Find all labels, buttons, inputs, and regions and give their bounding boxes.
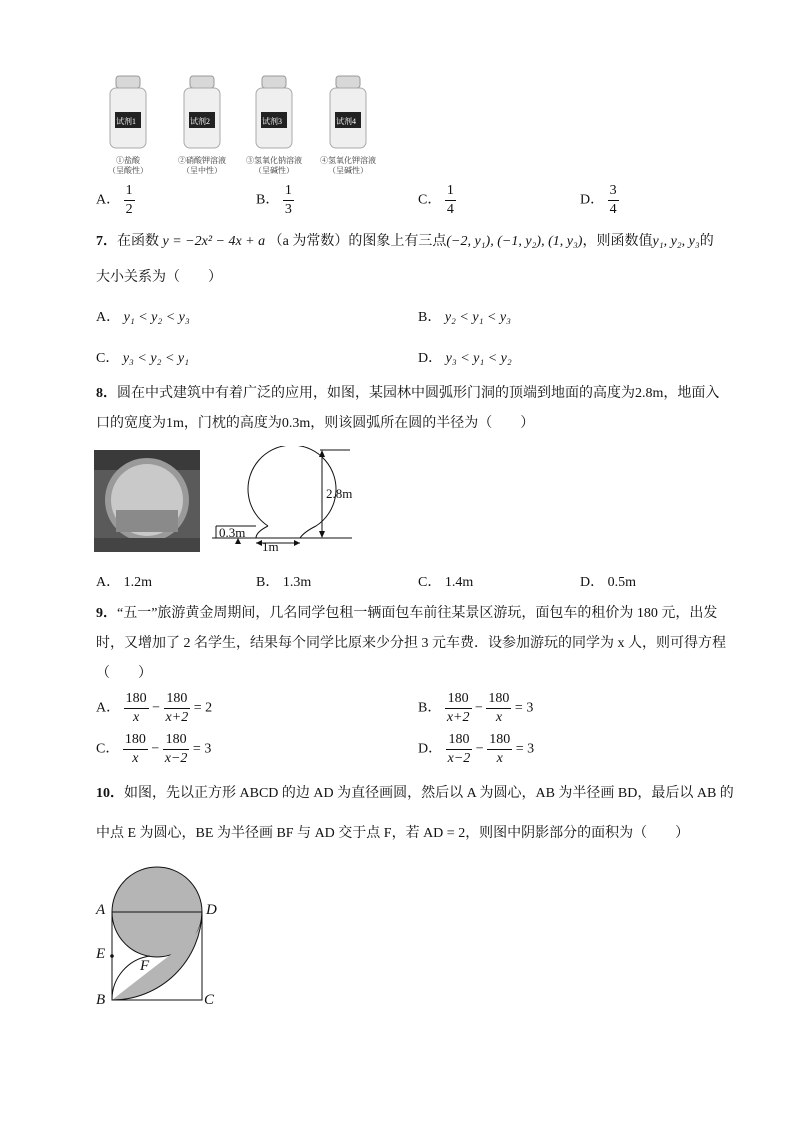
label-c: C — [204, 992, 215, 1008]
q6-option-a[interactable] — [96, 182, 135, 219]
points-expr: (−2, y₁), (−1, y₂), (1, y₃) — [446, 234, 583, 249]
label-e: E — [96, 946, 106, 962]
q8-sill-label: 0.3m — [219, 525, 246, 540]
q6-option-b[interactable] — [256, 182, 294, 219]
q8-stem: 8．圆在中式建筑中有着广泛的应用，如图，某园林中圆弧形门洞的顶端到地面的高度为2.8m，地面入 — [96, 386, 720, 401]
q7-option-d[interactable]: D． y₃ < y₁ < y₂ — [418, 351, 512, 366]
bottle-4-name: ④氢氧化钾溶液 — [320, 156, 376, 165]
bottle-4-tag: 试剂4 — [336, 117, 356, 126]
label-d: D — [206, 902, 217, 918]
question-number: 10． — [96, 786, 124, 801]
q7-option-c[interactable]: C． y₃ < y₂ < y₁ — [96, 351, 189, 366]
bottle-4-note: （呈碱性） — [328, 166, 368, 175]
q7-option-a[interactable]: A． y₁ < y₂ < y₃ — [96, 310, 190, 325]
bottle-1-tag: 试剂1 — [116, 117, 136, 126]
question-number: 8． — [96, 386, 117, 401]
fraction: $\frac{1}{4}$ — [446, 183, 454, 217]
q9-stem-line3: （ ） — [96, 666, 152, 681]
option-letter: B． — [256, 192, 280, 208]
fraction: $\frac{1}{2}$ — [125, 183, 133, 217]
option-letter: D． — [580, 192, 605, 208]
q9-option-c[interactable]: C． $\frac{180}{x}$ − $\frac{180}{x-2}$ = 3 — [96, 732, 212, 766]
label-f: F — [140, 958, 150, 974]
bottle-1-name: ①盐酸 — [116, 156, 140, 165]
q8-height-label: 2.8m — [326, 486, 353, 501]
bottle-2-name: ②硝酸钾溶液 — [178, 156, 226, 165]
fraction: $\frac{1}{3}$ — [284, 183, 292, 217]
bottle-3-note: （呈碱性） — [254, 166, 294, 175]
bottle-3-name: ③氢氧化钠溶液 — [246, 156, 302, 165]
q9-stem: 9．“五一”旅游黄金周期间，几名同学包租一辆面包车前往某景区游玩，面包车的租价为 180 元，出发 — [96, 606, 718, 621]
bottle-1-note: （呈酸性） — [108, 166, 148, 175]
q9-option-a[interactable]: A． $\frac{180}{x}$ − $\frac{180}{x+2}$ = 2 — [96, 691, 213, 725]
q8-option-d[interactable]: D． 0.5m — [580, 575, 637, 590]
label-a: A — [96, 902, 106, 918]
option-letter: A． — [96, 192, 121, 208]
q8-width-label: 1m — [262, 539, 279, 554]
q9-option-d[interactable]: D． $\frac{180}{x-2}$ − $\frac{180}{x}$ = 3 — [418, 732, 535, 766]
q10-diagram — [90, 860, 230, 1010]
question-number: 9． — [96, 606, 117, 621]
moon-gate-photo — [94, 450, 200, 552]
q8-stem-line2: 口的宽度为1m，门枕的高度为0.3m，则该圆弧所在圆的半径为（ ） — [96, 416, 535, 431]
q8-option-b[interactable]: B． 1.3m — [256, 575, 312, 590]
q8-option-a[interactable]: A． 1.2m — [96, 575, 153, 590]
q9-option-b[interactable]: B． $\frac{180}{x+2}$ − $\frac{180}{x}$ = 3 — [418, 691, 534, 725]
bottle-2-tag: 试剂2 — [190, 117, 210, 126]
bottle-3-tag: 试剂3 — [262, 117, 282, 126]
q6-option-d[interactable] — [580, 182, 619, 219]
question-number: 7． — [96, 234, 117, 249]
q9-stem-line2: 时，又增加了 2 名学生，结果每个同学比原来少分担 3 元车费．设参加游玩的同学为 x 人，则可得方程 — [96, 636, 726, 651]
q10-stem: 10．如图，先以正方形 ABCD 的边 AD 为直径画圆，然后以 A 为圆心，AB 为半径画 BD，最后以 AB 的 — [96, 786, 734, 801]
bottle-2-note: （呈中性） — [182, 166, 222, 175]
function-expr: y = −2x² − 4x + a — [162, 234, 266, 249]
q6-option-c[interactable] — [418, 182, 456, 219]
option-letter: C． — [418, 192, 442, 208]
fraction: $\frac{3}{4}$ — [609, 183, 617, 217]
q8-option-c[interactable]: C． 1.4m — [418, 575, 474, 590]
q7-stem: 7．在函数 y = −2x² − 4x + a （a 为常数）的图象上有三点(−2, y₁), (−1, y₂), (1, y₃)，则函数值y₁, y₂, y₃的 — [96, 234, 714, 249]
q10-stem-line2: 中点 E 为圆心，BE 为半径画 BF 与 AD 交于点 F，若 AD = 2，则图中阴影部分的面积为（ ） — [96, 826, 690, 841]
bottles-figure — [100, 74, 400, 178]
label-b: B — [96, 992, 106, 1008]
q7-stem-line2: 大小关系为（ ） — [96, 270, 222, 285]
bottles-illustration — [100, 74, 400, 154]
q7-option-b[interactable]: B． y₂ < y₁ < y₃ — [418, 310, 511, 325]
